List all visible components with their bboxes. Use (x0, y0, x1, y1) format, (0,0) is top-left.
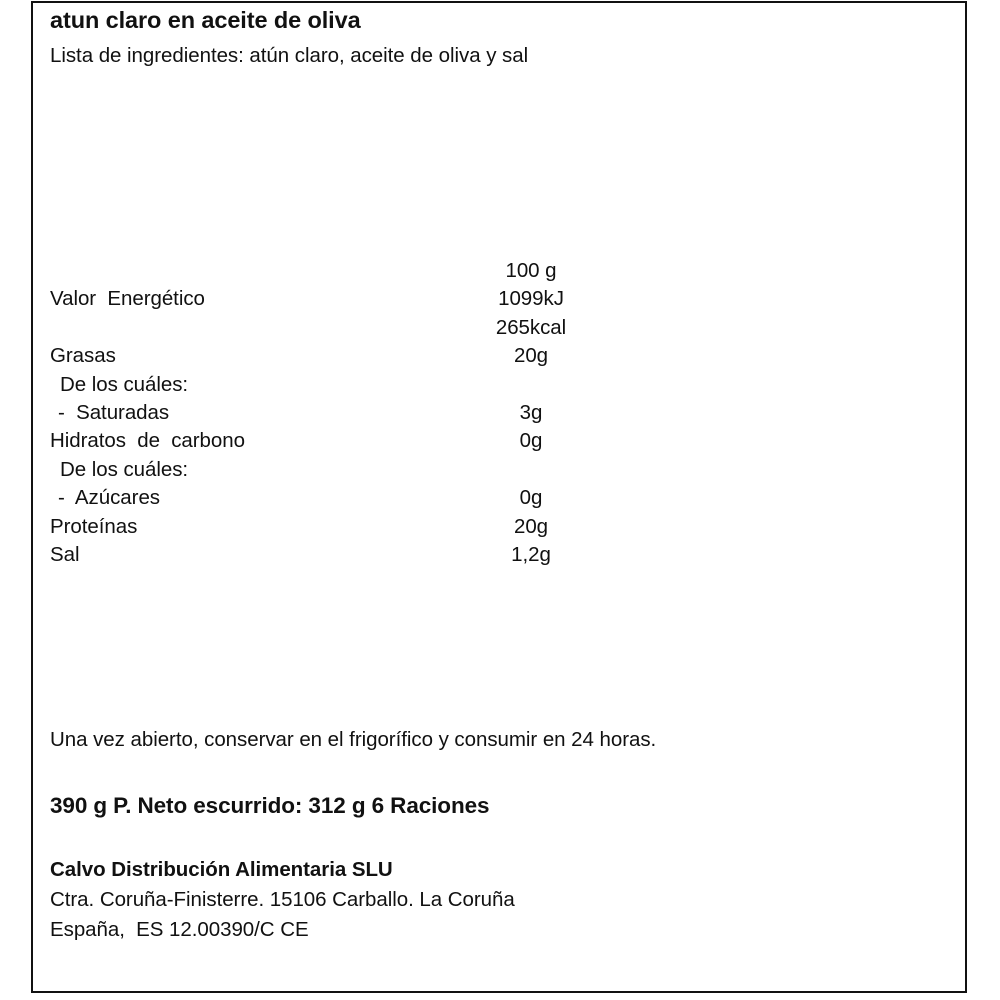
ingredients-list: Lista de ingredientes: atún claro, aceite de oliva y sal (50, 44, 529, 67)
nutrition-row (50, 344, 650, 372)
nutrition-row-label: - Saturadas (58, 400, 170, 424)
page-title: atun claro en aceite de oliva (50, 7, 361, 33)
nutrition-row (50, 486, 650, 514)
nutrition-row-value: 0g (519, 429, 543, 453)
nutrition-row (50, 401, 650, 429)
nutrition-row-value: 20g (513, 514, 549, 538)
nutrition-row (50, 373, 650, 401)
storage-instructions: Una vez abierto, conservar en el frigorífico y consumir en 24 horas. (50, 728, 657, 751)
nutrition-row-value: 1,2g (511, 542, 551, 566)
nutrition-row (50, 316, 650, 344)
nutrition-row-label: Grasas (50, 344, 116, 368)
nutrition-table (50, 259, 650, 571)
nutrition-row-label: Valor Energético (50, 287, 205, 311)
nutrition-row (50, 287, 650, 315)
net-weight-line: 390 g P. Neto escurrido: 312 g 6 Raciones (50, 793, 490, 818)
nutrition-row (50, 543, 650, 571)
nutrition-row-label: - Azúcares (58, 486, 160, 510)
company-name: Calvo Distribución Alimentaria SLU (50, 858, 393, 881)
nutrition-row-value: 1099kJ (498, 287, 564, 311)
nutrition-column-header: 100 g (505, 259, 557, 282)
company-address-line-2: España, ES 12.00390/C CE (50, 918, 309, 941)
nutrition-row-label: Hidratos de carbono (50, 429, 245, 453)
nutrition-row (50, 515, 650, 543)
nutrition-row (50, 259, 650, 287)
nutrition-row-label: De los cuáles: (60, 457, 189, 481)
nutrition-row-value: 20g (513, 344, 549, 368)
nutrition-row-value: 265kcal (495, 315, 567, 339)
nutrition-label-card (31, 1, 967, 993)
company-address-line-1: Ctra. Coruña-Finisterre. 15106 Carballo. La Coruña (50, 888, 515, 911)
nutrition-row (50, 458, 650, 486)
nutrition-row-value: 0g (519, 486, 543, 510)
company-info (50, 855, 930, 945)
nutrition-row-label: De los cuáles: (60, 372, 189, 396)
nutrition-row (50, 429, 650, 457)
nutrition-row-value: 3g (519, 400, 543, 424)
nutrition-row-label: Proteínas (50, 514, 138, 538)
nutrition-row-label: Sal (50, 542, 80, 566)
